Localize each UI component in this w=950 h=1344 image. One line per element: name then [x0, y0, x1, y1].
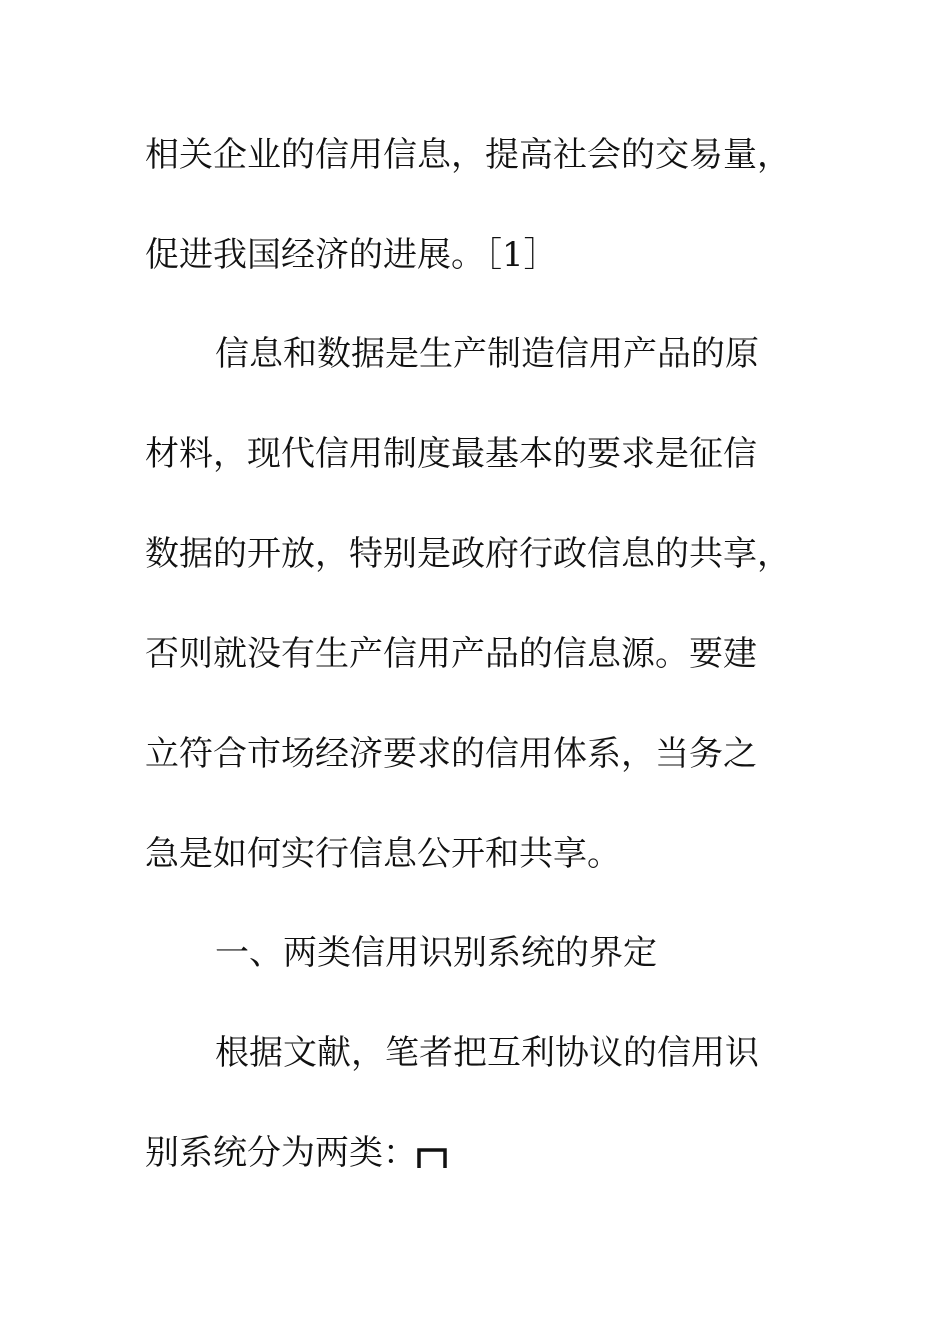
section-heading: 一、两类信用识别系统的界定 [215, 933, 657, 973]
paragraph-line-9: 根据文献，笔者把互利协议的信用识 [215, 1033, 759, 1073]
paragraph-line-6: 否则就没有生产信用产品的信息源。要建 [145, 634, 757, 674]
paragraph-line-10 [145, 1133, 447, 1173]
paragraph-line-1: 相关企业的信用信息，提高社会的交易量， [145, 135, 791, 175]
paragraph-line-2: 促进我国经济的进展。［1］ [145, 235, 558, 275]
paragraph-line-7: 立符合市场经济要求的信用体系，当务之 [145, 734, 757, 774]
truncated-glyph-icon [417, 1138, 447, 1172]
paragraph-line-4: 材料，现代信用制度最基本的要求是征信 [145, 434, 757, 474]
paragraph-line-3: 信息和数据是生产制造信用产品的原 [215, 334, 759, 374]
paragraph-line-8: 急是如何实行信息公开和共享。 [145, 834, 621, 874]
paragraph-line-10-text: 别系统分为两类： [145, 1133, 417, 1173]
paragraph-line-5: 数据的开放，特别是政府行政信息的共享， [145, 534, 791, 574]
